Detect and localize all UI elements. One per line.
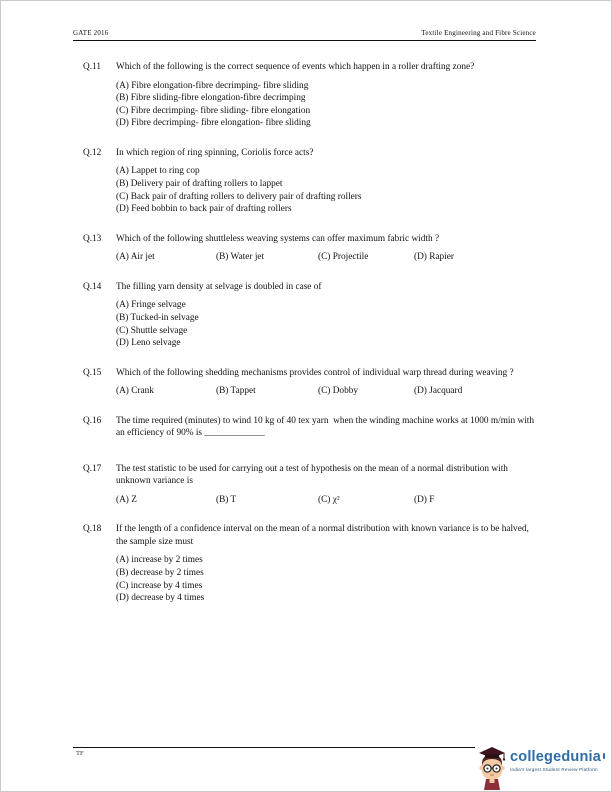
option: (A) Fibre elongation-fibre decrimping- fibre sliding (116, 80, 309, 91)
option: (C) Dobby (318, 386, 359, 397)
option: (B) Tucked-in selvage (116, 312, 199, 323)
question-number: Q.17 (83, 463, 102, 474)
question (83, 281, 538, 350)
question-body (116, 367, 538, 398)
question-number: Q.16 (83, 415, 102, 426)
option: (D) F (414, 494, 435, 505)
option: (D) Jacquard (414, 386, 463, 397)
option: (D) Fibre decrimping- fibre elongation- fibre sliding (116, 118, 311, 129)
question-text: Which of the following shuttleless weaving systems can offer maximum fabric width ? (116, 233, 440, 244)
option: (D) decrease by 4 times (116, 593, 205, 604)
question-number: Q.13 (83, 233, 102, 244)
option: (C) Back pair of drafting rollers to delivery pair of drafting rollers (116, 191, 362, 202)
footer-paper-code: TF (76, 750, 84, 757)
option: (A) increase by 2 times (116, 555, 203, 566)
question-number: Q.15 (83, 367, 102, 378)
question (83, 463, 538, 507)
option: (D) Rapier (414, 252, 455, 263)
question-body (116, 233, 538, 264)
question (83, 415, 538, 446)
question-body (116, 523, 538, 604)
logo-wordmark: collegedunia (510, 749, 602, 765)
option: (A) Air jet (116, 252, 155, 263)
question (83, 367, 538, 398)
question-body (116, 463, 538, 507)
question-number: Q.14 (83, 281, 102, 292)
options-list (116, 385, 538, 398)
options-list (116, 251, 538, 264)
option: (D) Leno selvage (116, 338, 181, 349)
option: (A) Lappet to ring cop (116, 166, 200, 177)
logo-trademark-icon (603, 753, 605, 759)
question-body (116, 61, 538, 130)
question (83, 523, 538, 604)
option: (C) Projectile (318, 252, 369, 263)
question (83, 147, 538, 216)
questions-list (83, 61, 538, 622)
option: (B) T (216, 494, 237, 505)
page-header (73, 29, 536, 41)
collegedunia-logo (475, 746, 605, 790)
footer-divider (73, 747, 536, 748)
question-text: In which region of ring spinning, Coriolis force acts? (116, 147, 314, 158)
question-text: The test statistic to be used for carrying out a test of hypothesis on the mean of a normal distribution with unknown variance is (116, 463, 511, 487)
question-body (116, 415, 538, 446)
option: (C) χ² (318, 494, 340, 505)
question-number: Q.12 (83, 147, 102, 158)
question-text: The time required (minutes) to wind 10 kg of 40 tex yarn when the winding machine works at 1000 m/min with an efficiency of 90% is _____________ (116, 415, 537, 439)
option: (B) Water jet (216, 252, 265, 263)
logo-text-column (510, 746, 605, 772)
options-list (116, 554, 538, 604)
question-text: Which of the following is the correct sequence of events which happen in a roller drafting zone? (116, 62, 475, 72)
question-body (116, 281, 538, 350)
options-list (116, 80, 538, 130)
option: (B) Tappet (216, 386, 256, 397)
options-list (116, 494, 538, 507)
question-number: Q.11 (83, 62, 101, 72)
mascot-icon (477, 746, 507, 790)
options-list (116, 165, 538, 215)
option: (A) Z (116, 494, 137, 505)
question-number: Q.18 (83, 524, 102, 535)
option: (C) Shuttle selvage (116, 325, 188, 336)
option: (B) Delivery pair of drafting rollers to lappet (116, 178, 283, 189)
header-exam-title: GATE 2016 (73, 29, 109, 37)
question-text: If the length of a confidence interval on the mean of a normal distribution with known variance is to be halved, the sample size must (116, 524, 532, 547)
option: (A) Crank (116, 386, 154, 397)
logo-tagline: India's largest Student Review Platform (510, 766, 598, 772)
question (83, 61, 538, 130)
question (83, 233, 538, 264)
option: (B) decrease by 2 times (116, 568, 204, 578)
options-list (116, 299, 538, 349)
option: (C) Fibre decrimping- fibre sliding- fibre elongation (116, 105, 311, 116)
option: (B) Fibre sliding-fibre elongation-fibre decrimping (116, 93, 306, 104)
question-text: Which of the following shedding mechanisms provides control of individual warp thread during weaving ? (116, 367, 514, 378)
question-body (116, 147, 538, 216)
question-text: The filling yarn density at selvage is doubled in case of (116, 281, 322, 292)
header-subject-title: Textile Engineering and Fibre Science (421, 29, 536, 37)
option: (C) increase by 4 times (116, 580, 203, 591)
option: (A) Fringe selvage (116, 300, 186, 311)
option: (D) Feed bobbin to back pair of drafting rollers (116, 204, 292, 215)
